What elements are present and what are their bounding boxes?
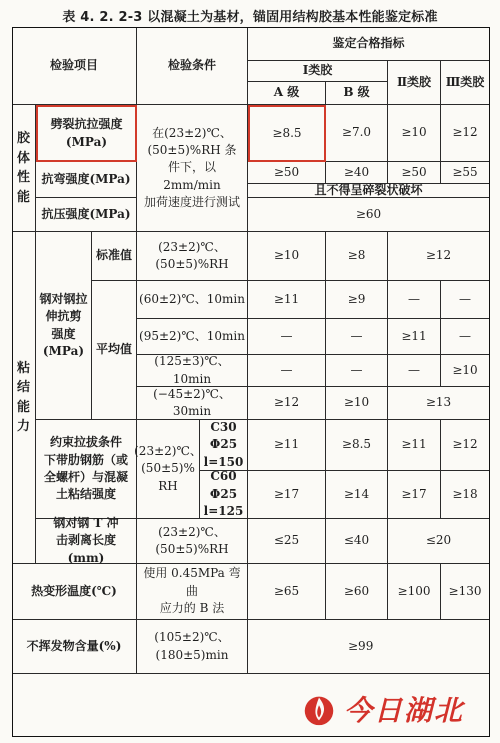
- avg-value-c2-2: —: [388, 355, 441, 387]
- standard-value-b: ≥8: [326, 232, 388, 281]
- avg-value-c3-0: —: [441, 281, 490, 319]
- header-condition: 检验条件: [137, 27, 248, 105]
- heat-value-b: ≥60: [326, 564, 388, 620]
- heat-deflection-condition: 使用 0.45MPa 弯曲 应力的 B 法: [137, 564, 248, 620]
- avg-value-b-1: —: [326, 319, 388, 355]
- nonvolatile-value: ≥99: [248, 620, 490, 674]
- split-value-c2: ≥10: [388, 105, 441, 162]
- heat-value-c2: ≥100: [388, 564, 441, 620]
- header-class3: Ⅲ类胶: [441, 61, 490, 105]
- pullout-label: 约束拉拔条件 下带肋钢筋（或 全螺杆）与混凝 土粘结强度: [36, 420, 137, 519]
- header-grade-a: A 级: [248, 82, 326, 105]
- table-title: 表 4. 2. 2-3 以混凝土为基材，锚固用结构胶基本性能鉴定标准: [62, 10, 438, 25]
- avg-condition-2: (125±3)℃、10min: [137, 355, 248, 387]
- avg-value-a-2: —: [248, 355, 326, 387]
- group-bond-char: 结: [16, 380, 30, 395]
- tpeel-condition: (23±2)℃、 (50±5)%RH: [137, 519, 248, 564]
- pullout-c60-a: ≥17: [248, 471, 326, 519]
- tpeel-value-c23: ≤20: [388, 519, 490, 564]
- compressive-label: 抗压强度(MPa): [36, 198, 137, 232]
- header-class1: Ⅰ类胶: [248, 61, 388, 82]
- avg-condition-0: (60±2)℃、10min: [137, 281, 248, 319]
- flex-note: 且不得呈碎裂状破坏: [248, 184, 490, 198]
- avg-value-c2-0: —: [388, 281, 441, 319]
- flexural-label: 抗弯强度(MPa): [36, 162, 137, 198]
- avg-value-b-3: ≥10: [326, 387, 388, 420]
- standard-value-a: ≥10: [248, 232, 326, 281]
- header-criteria: 鉴定合格指标: [248, 27, 490, 61]
- tpeel-value-b: ≤40: [326, 519, 388, 564]
- tpeel-value-a: ≤25: [248, 519, 326, 564]
- standard-condition: (23±2)℃、 (50±5)%RH: [137, 232, 248, 281]
- pullout-c30-c2: ≥11: [388, 420, 441, 471]
- standard-value-label: 标准值: [92, 232, 137, 281]
- heat-value-a: ≥65: [248, 564, 326, 620]
- pullout-c60: C60 Φ25 l=125: [200, 471, 248, 519]
- avg-value-a-3: ≥12: [248, 387, 326, 420]
- avg-value-c3-2: ≥10: [441, 355, 490, 387]
- avg-value-b-0: ≥9: [326, 281, 388, 319]
- pullout-c60-c3: ≥18: [441, 471, 490, 519]
- avg-value-c23-3: ≥13: [388, 387, 490, 420]
- group-glue-body-char: 性: [16, 170, 30, 185]
- group-glue-body-char: 胶: [16, 131, 30, 146]
- average-value-label: 平均值: [92, 281, 137, 420]
- group-bond-char: 力: [16, 419, 30, 434]
- pullout-c30-b: ≥8.5: [326, 420, 388, 471]
- heat-deflection-label: 热变形温度(℃): [12, 564, 137, 620]
- avg-value-b-2: —: [326, 355, 388, 387]
- flex-value-2: ≥50: [388, 162, 441, 184]
- split-value-b: ≥7.0: [326, 105, 388, 162]
- flex-value-3: ≥55: [441, 162, 490, 184]
- group-bond-char: 能: [16, 399, 30, 415]
- watermark-text: 今日湖北: [344, 694, 465, 727]
- pullout-c60-b: ≥14: [326, 471, 388, 519]
- header-grade-b: B 级: [326, 82, 388, 105]
- group-glue-body: [12, 105, 36, 232]
- pullout-c30-c3: ≥12: [441, 420, 490, 471]
- header-item: 检验项目: [12, 27, 137, 105]
- tpeel-label: 钢对钢 T 冲 击剥离长度 (mm): [36, 519, 137, 564]
- split-value-c3: ≥12: [441, 105, 490, 162]
- avg-condition-1: (95±2)℃、10min: [137, 319, 248, 355]
- avg-value-c2-1: ≥11: [388, 319, 441, 355]
- avg-value-c3-1: —: [441, 319, 490, 355]
- flex-value-0: ≥50: [248, 162, 326, 184]
- pullout-c60-c2: ≥17: [388, 471, 441, 519]
- standard-value-c23: ≥12: [388, 232, 490, 281]
- shear-strength-label: 钢对钢拉 伸抗剪 强度 (MPa): [36, 232, 92, 420]
- avg-value-a-1: —: [248, 319, 326, 355]
- avg-condition-3: (−45±2)℃、30min: [137, 387, 248, 420]
- header-class2: Ⅱ类胶: [388, 61, 441, 105]
- nonvolatile-condition: (105±2)℃、 (180±5)min: [137, 620, 248, 674]
- avg-value-a-0: ≥11: [248, 281, 326, 319]
- split-value-a: ≥8.5: [248, 105, 326, 162]
- nonvolatile-label: 不挥发物含量(%): [12, 620, 137, 674]
- flame-logo-icon: [300, 690, 338, 728]
- pullout-c30-a: ≥11: [248, 420, 326, 471]
- flex-value-1: ≥40: [326, 162, 388, 184]
- watermark: [300, 683, 498, 735]
- pullout-c30: C30 Φ25 l=150: [200, 420, 248, 471]
- group-glue-body-char: 能: [16, 189, 30, 205]
- group-bond-char: 粘: [16, 360, 30, 376]
- compressive-value: ≥60: [248, 198, 490, 232]
- heat-value-c3: ≥130: [441, 564, 490, 620]
- glue-body-condition: 在(23±2)℃、 (50±5)%RH 条 件下，以 2mm/min 加荷速度进行测试: [137, 105, 248, 232]
- pullout-condition: (23±2)℃、 (50±5)% RH: [137, 420, 200, 519]
- group-glue-body-char: 体: [16, 150, 30, 166]
- split-tensile-label: 劈裂抗拉强度 (MPa): [36, 105, 137, 162]
- group-bond: [12, 232, 36, 564]
